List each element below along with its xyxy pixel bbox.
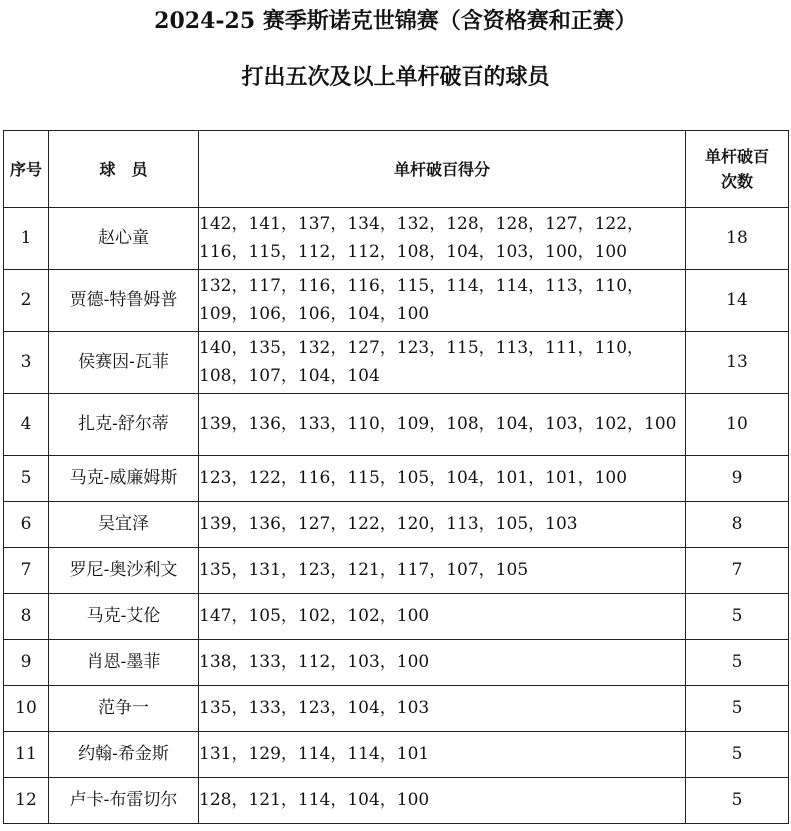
century-scores: 142，141，137，134，132，128，128，127，122，116，115，112，112，108，104，103，100，100 (199, 208, 686, 270)
row-number: 11 (4, 732, 49, 778)
century-scores: 140，135，132，127，123，115，113，111，110，108，107，104，104 (199, 332, 686, 394)
table-row (4, 732, 789, 778)
player-name: 马克-艾伦 (49, 594, 199, 640)
century-count: 9 (686, 456, 789, 502)
table-row (4, 332, 789, 394)
century-count: 14 (686, 270, 789, 332)
player-name: 马克-威廉姆斯 (49, 456, 199, 502)
century-scores: 139，136，127，122，120，113，105，103 (199, 502, 686, 548)
document-subtitle: 打出五次及以上单杆破百的球员 (241, 64, 550, 90)
column-header-scores: 单杆破百得分 (199, 131, 686, 208)
century-count: 5 (686, 640, 789, 686)
century-count: 7 (686, 548, 789, 594)
table-row (4, 594, 789, 640)
row-number: 10 (4, 686, 49, 732)
player-name: 扎克-舒尔蒂 (49, 394, 199, 456)
column-header-count: 单杆破百次数 (686, 131, 789, 208)
century-count: 5 (686, 594, 789, 640)
century-scores: 147，105，102，102，100 (199, 594, 686, 640)
player-name: 范争一 (49, 686, 199, 732)
table-row (4, 502, 789, 548)
century-scores: 132，117，116，116，115，114，114，113，110，109，106，106，104，100 (199, 270, 686, 332)
century-count: 18 (686, 208, 789, 270)
column-header-no: 序号 (4, 131, 49, 208)
table-row (4, 686, 789, 732)
table-header-row (4, 131, 789, 208)
document-title: 2024-25 赛季斯诺克世锦赛（含资格赛和正赛） (154, 8, 637, 34)
century-scores: 139，136，133，110，109，108，104，103，102，100 (199, 394, 686, 456)
century-scores: 123，122，116，115，105，104，101，101，100 (199, 456, 686, 502)
century-count: 5 (686, 778, 789, 824)
table-row (4, 270, 789, 332)
century-scores: 135，131，123，121，117，107，105 (199, 548, 686, 594)
row-number: 7 (4, 548, 49, 594)
century-scores: 128，121，114，104，100 (199, 778, 686, 824)
player-name: 肖恩-墨菲 (49, 640, 199, 686)
player-name: 罗尼-奥沙利文 (49, 548, 199, 594)
century-scores: 135，133，123，104，103 (199, 686, 686, 732)
century-scores: 131，129，114，114，101 (199, 732, 686, 778)
row-number: 2 (4, 270, 49, 332)
century-count: 8 (686, 502, 789, 548)
player-name: 赵心童 (49, 208, 199, 270)
row-number: 4 (4, 394, 49, 456)
century-count: 13 (686, 332, 789, 394)
row-number: 8 (4, 594, 49, 640)
player-name: 卢卡-布雷切尔 (49, 778, 199, 824)
row-number: 3 (4, 332, 49, 394)
column-header-player: 球 员 (49, 131, 199, 208)
century-count: 10 (686, 394, 789, 456)
row-number: 6 (4, 502, 49, 548)
row-number: 1 (4, 208, 49, 270)
century-count: 5 (686, 686, 789, 732)
player-name: 侯赛因-瓦菲 (49, 332, 199, 394)
table-row (4, 456, 789, 502)
table-row (4, 640, 789, 686)
player-name: 贾德-特鲁姆普 (49, 270, 199, 332)
century-count: 5 (686, 732, 789, 778)
table-row (4, 778, 789, 824)
table-row (4, 394, 789, 456)
table-row (4, 548, 789, 594)
century-breaks-table (3, 130, 789, 824)
player-name: 吴宜泽 (49, 502, 199, 548)
row-number: 12 (4, 778, 49, 824)
player-name: 约翰-希金斯 (49, 732, 199, 778)
row-number: 5 (4, 456, 49, 502)
row-number: 9 (4, 640, 49, 686)
century-scores: 138，133，112，103，100 (199, 640, 686, 686)
table-row (4, 208, 789, 270)
